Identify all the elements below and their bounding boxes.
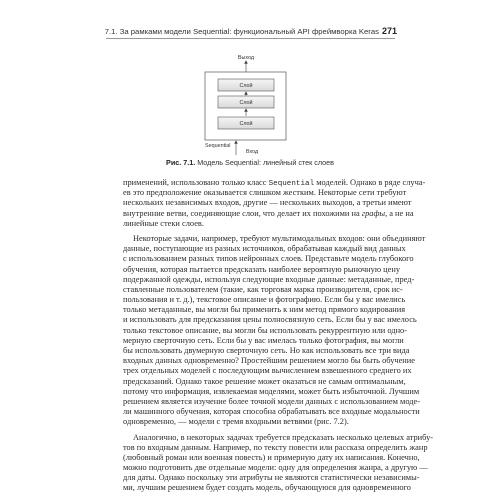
input-label: Вход xyxy=(246,149,259,155)
caption-text: Модель Sequential: линейный стек слоев xyxy=(197,158,334,167)
text-line: мерную сверточную сеть. Если бы у вас имелась только фотография, вы могли xyxy=(123,335,404,345)
figure-diagram xyxy=(0,0,500,170)
text-line: (любовный роман или военная повесть) и примерную дату их написания. Конечно, xyxy=(123,452,420,462)
text-line: потому что информация, извлекаемая моделями, может быть избыточной. Лучшим xyxy=(123,386,420,396)
text-line: только метаданные, вы могли бы применить к ним метод прямого кодирования xyxy=(123,305,406,315)
running-head: 7.1. За рамками модели Sequential: функциональный API фреймворка Keras xyxy=(104,27,379,36)
figure-7-1 xyxy=(0,0,500,170)
text-line: и использовать для предсказания цены полносвязную сеть. Если бы у вас имелось xyxy=(123,315,417,325)
text-line: решением является изучение более точной модели данных с использованием моде- xyxy=(123,396,421,406)
text-line: внутренние ветви, соединяющие слои, что делает их похожими на графы, а не на xyxy=(123,208,414,218)
layer-label-bottom: Слой xyxy=(239,121,253,127)
caption-number: Рис. 7.1. xyxy=(166,158,196,167)
text-line: входных данных одновременно? Простейшим решением могло бы быть обучение xyxy=(123,356,415,366)
paragraph-3 xyxy=(123,432,434,494)
text-line: ев это предположение оказывается слишком жестким. Некоторые сети требуют xyxy=(123,188,407,198)
text-line: только текстовое описание, вы могли бы использовать рекуррентную или одно- xyxy=(123,325,408,335)
text-line: ли машинного обучения, которая способна обрабатывать все входные модальности xyxy=(123,407,420,417)
layer-label-top: Слой xyxy=(239,83,253,89)
paragraph-2 xyxy=(123,233,426,428)
paragraph-1 xyxy=(123,178,426,229)
output-label: Выход xyxy=(237,55,255,61)
text-line: применений, использовано только класс Sequential моделей. Однако в ряде случа- xyxy=(123,178,426,188)
text-line: Некоторые задачи, например, требуют мультимодальных входов: они объединяют xyxy=(133,233,426,243)
sequential-label: Sequential xyxy=(205,143,231,149)
text-line: трех отдельных моделей с последующим вычислением взвешенного среднего их xyxy=(123,366,412,376)
text-line: ставленные пользователем (такие, как торговая марка производителя, срок ис- xyxy=(123,284,403,294)
text-line: предсказаний. Однако такое решение может оказаться не самым оптимальным, xyxy=(123,376,406,386)
text-line: обучения, которая пытается предсказать наиболее вероятную рыночную цену xyxy=(123,264,401,274)
text-line: нескольких независимых входов, другие — нескольких выходов, а третьи имеют xyxy=(123,198,412,208)
text-line: подержанной одежды, используя следующие входные данные: метаданные, пред- xyxy=(123,274,415,284)
layer-label-middle: Слой xyxy=(239,100,253,106)
text-line: пользования и т. д.), текстовое описание и фотографию. Если бы у вас имелись xyxy=(123,295,406,305)
text-line: с использованием разных типов нейронных слоев. Представьте модель глубокого xyxy=(123,254,414,264)
inline-code: Sequential xyxy=(268,180,315,188)
emphasis: графы xyxy=(361,208,386,218)
text-line: можно подготовить две отдельные модели: одну для определения жанра, а другую — xyxy=(123,463,428,473)
figure-caption xyxy=(0,158,500,167)
text-line: данные, поступающие из разных источников, обрабатывая каждый вид данных xyxy=(123,244,406,254)
text-line: одновременно, — модели с тремя входными ветвями (рис. 7.2). xyxy=(123,417,349,427)
text-line: бы использовать двумерную сверточную сеть. Но как использовать все три вида xyxy=(123,346,410,355)
text-line: линейные стеки слоев. xyxy=(123,218,204,228)
text-line: Аналогично, в некоторых задачах требуется предсказать несколько целевых атрибу- xyxy=(133,432,434,442)
text-line: тов по входным данным. Например, по тексту повести или рассказа определить жанр xyxy=(123,442,428,452)
body-text xyxy=(123,178,434,494)
text-line: ми, лучшим решением будет создать модель, обучающуюся для одновременного xyxy=(123,483,411,493)
text-line: для даты. Однако поскольку эти атрибуты не являются статистически независимы- xyxy=(123,473,420,483)
page-number: 271 xyxy=(382,26,398,36)
